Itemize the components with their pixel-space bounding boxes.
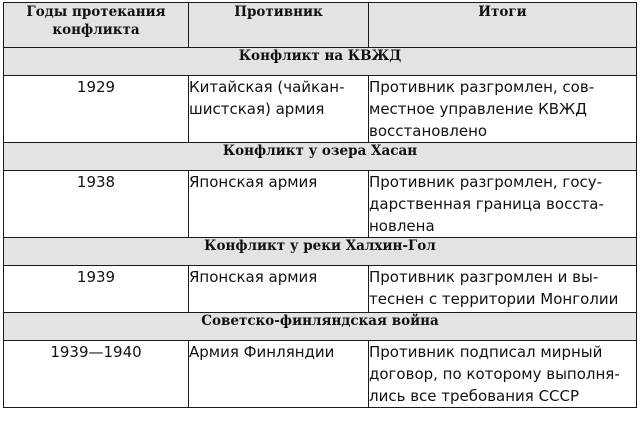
section-row [4, 238, 637, 266]
year-cell: 1938 [4, 171, 189, 238]
opponent-cell: Японская армия [189, 171, 369, 238]
result-cell: Противник разгромлен, сов- местное управление КВЖД восстановлено [369, 76, 637, 143]
section-row [4, 143, 637, 171]
section-title: Советско-финляндская война [4, 313, 637, 341]
section-title: Конфликт у озера Хасан [4, 143, 637, 171]
section-row [4, 48, 637, 76]
year-cell: 1939—1940 [4, 341, 189, 408]
result-cell: Противник подписал мирный договор, по которому выполня- лись все требования СССР [369, 341, 637, 408]
opponent-cell: Армия Финляндии [189, 341, 369, 408]
conflicts-table [3, 2, 637, 408]
table-row [4, 266, 637, 313]
header-years: Годы протекания конфликта [4, 3, 189, 48]
header-results: Итоги [369, 3, 637, 48]
table-row [4, 76, 637, 143]
opponent-cell: Китайская (чайкан- шистская) армия [189, 76, 369, 143]
table-row [4, 171, 637, 238]
year-cell: 1939 [4, 266, 189, 313]
header-opponent: Противник [189, 3, 369, 48]
result-cell: Противник разгромлен, госу- дарственная граница восста- новлена [369, 171, 637, 238]
section-title: Конфликт на КВЖД [4, 48, 637, 76]
section-row [4, 313, 637, 341]
year-cell: 1929 [4, 76, 189, 143]
result-cell: Противник разгромлен и вы- теснен с территории Монголии [369, 266, 637, 313]
header-row [4, 3, 637, 48]
opponent-cell: Японская армия [189, 266, 369, 313]
section-title: Конфликт у реки Халхин-Гол [4, 238, 637, 266]
table-row [4, 341, 637, 408]
